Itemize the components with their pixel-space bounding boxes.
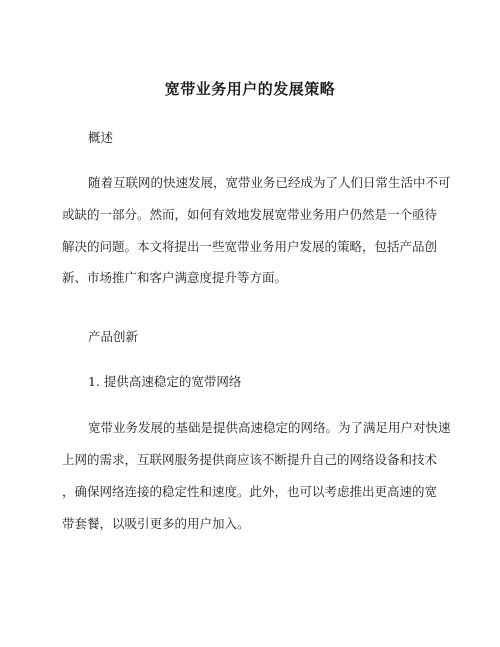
- paragraph-line: 新、市场推广和客户满意度提升等方面。: [62, 270, 288, 285]
- paragraph-line: ，确保网络连接的稳定性和速度。此外，也可以考虑推出更高速的宽: [62, 484, 438, 499]
- sub-heading-network: 1. 提供高速稳定的宽带网络: [88, 374, 242, 389]
- paragraph-line: 或缺的一部分。然而，如何有效地发展宽带业务用户仍然是一个亟待: [62, 207, 438, 222]
- paragraph-line: 解决的问题。本文将提出一些宽带业务用户发展的策略，包括产品创: [62, 239, 438, 254]
- paragraph-line: 随着互联网的快速发展，宽带业务已经成为了人们日常生活中不可: [88, 175, 451, 190]
- paragraph-line: 宽带业务发展的基础是提供高速稳定的网络。为了满足用户对快速: [88, 420, 451, 435]
- document-title: 宽带业务用户的发展策略: [164, 80, 336, 98]
- paragraph-line: 带套餐，以吸引更多的用户加入。: [62, 516, 250, 531]
- section-heading-overview: 概述: [88, 130, 114, 145]
- paragraph-line: 上网的需求，互联网服务提供商应该不断提升自己的网络设备和技术: [62, 452, 438, 467]
- section-heading-product: 产品创新: [88, 329, 139, 344]
